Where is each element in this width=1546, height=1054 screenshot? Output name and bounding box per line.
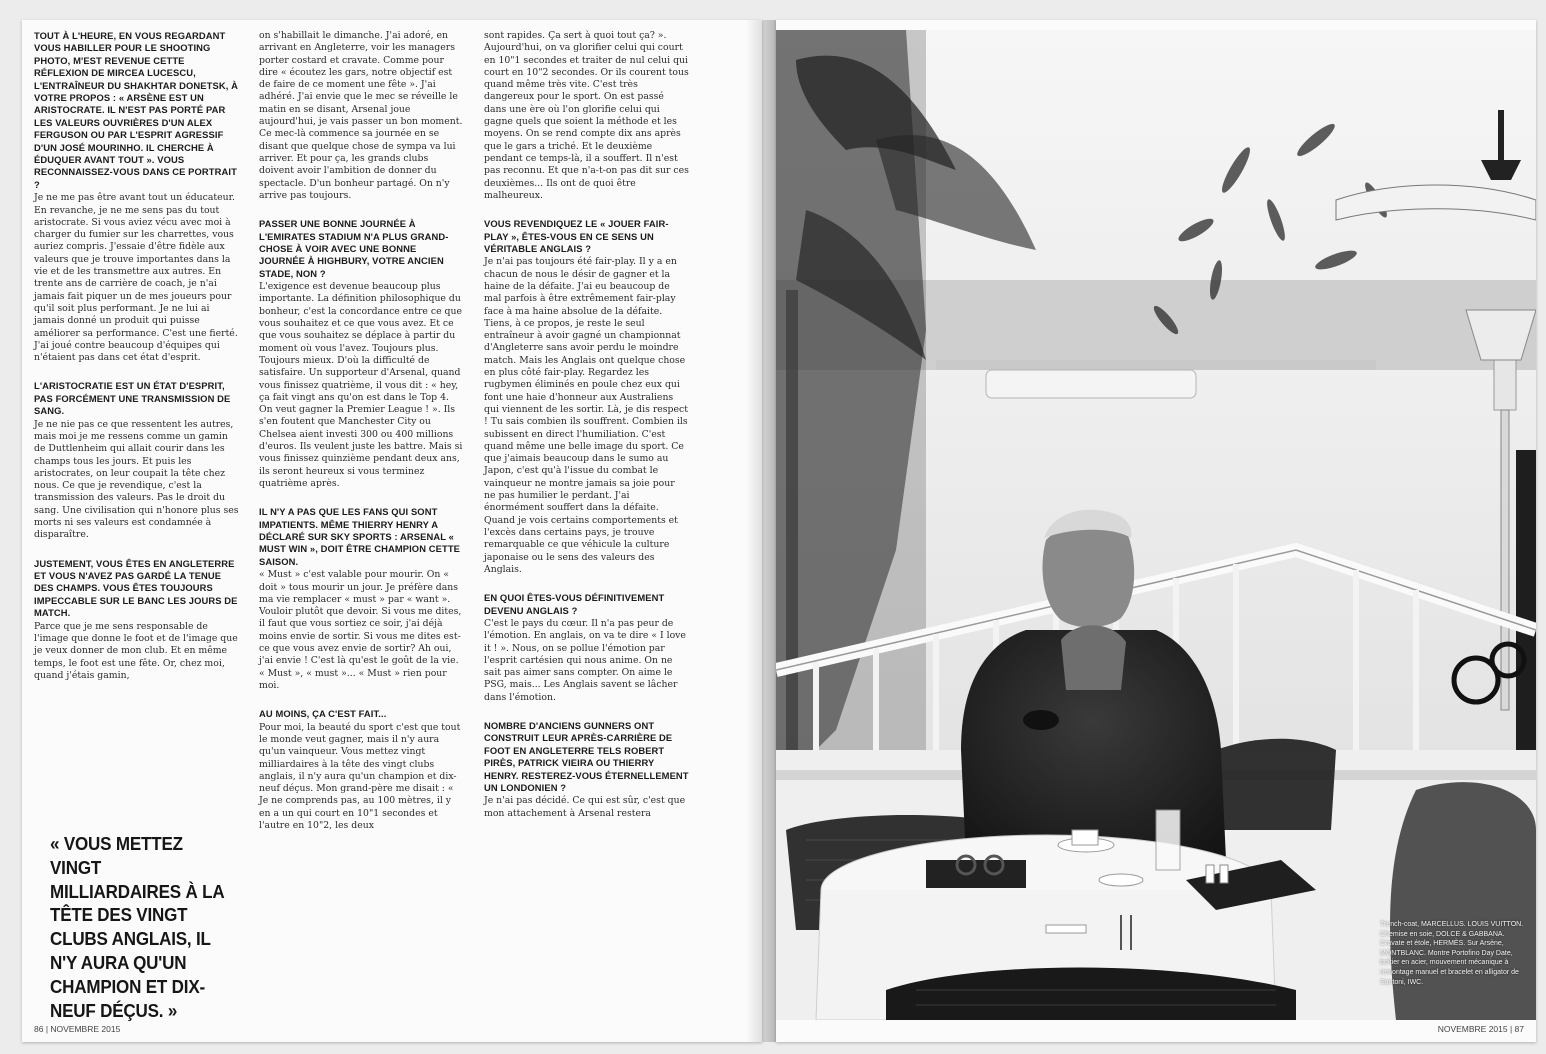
- answer: Je ne me pas être avant tout un éducateur. En revanche, je ne me sens pas du tout aristocrate. Si vous aviez vécu avec moi à charger du fumier sur les charrettes, vous auriez compris. J'essaie d'être fidèle aux valeurs que je trouve importantes dans la vie et de les transmettre aux autres. En trente ans de carrière de coach, je n'ai jamais fait piquer un de mes joueurs pour qu'il soit plus performant. Je ne lui ai jamais donné un produit qui puisse améliorer sa performance. C'est une fierté. J'ai joué contre beaucoup d'équipes qui n'étaient pas dans cet état d'esprit.: [34, 192, 238, 364]
- question: TOUT À L'HEURE, EN VOUS REGARDANT VOUS HABILLER POUR LE SHOOTING PHOTO, M'EST REVENUE CETTE RÉFLEXION DE MIRCEA LUCESCU, L'ENTRAÎNEUR DU SHAKHTAR DONETSK, À VOTRE PROPOS : « ARSÈNE EST UN ARISTOCRATE. IL N'EST PAS PORTÉ PAR LES VALEURS OUVRIÈRES D'UN ALEX FERGUSON OU PAR L'ESPRIT AGRESSIF D'UN JOSÉ MOURINHO. IL CHERCHE À ÉDUQUER AVANT TOUT ». VOUS RECONNAISSEZ-VOUS DANS CE PORTRAIT ?: [34, 30, 238, 190]
- question: L'ARISTOCRATIE EST UN ÉTAT D'ESPRIT, PAS FORCÉMENT UNE TRANSMISSION DE SANG.: [34, 380, 231, 417]
- right-page: [776, 20, 1536, 1042]
- answer: sont rapides. Ça sert à quoi tout ça? ». Aujourd'hui, on va glorifier celui qui court en 10"1 secondes et traiter de nul celui qui court en 10"2 secondes. Or ils courent tous quand même très vite. C'est très dangereux pour le sport. On est passé dans une ère où l'on glorifie celui qui gagne quels que soient la méthode et les moyens. On se rend compte dix ans après que le gars a triché. Et le deuxième pendant ce temps-là, il a souffert. Il n'est pas reconnu. Et que n'a-t-on pas dit sur ces deuxièmes... Ils ont de quoi être malheureux.: [484, 30, 689, 201]
- question: NOMBRE D'ANCIENS GUNNERS ONT CONSTRUIT LEUR APRÈS-CARRIÈRE DE FOOT EN ANGLETERRE TELS ROBERT PIRÈS, PATRICK VIEIRA OU THIERRY HENRY. RESTEREZ-VOUS ÉTERNELLEMENT UN LONDONIEN ?: [484, 719, 689, 794]
- answer: Je n'ai pas décidé. Ce qui est sûr, c'est que mon attachement à Arsenal restera: [484, 795, 686, 819]
- answer: « Must » c'est valable pour mourir. On « doit » tous mourir un jour. Je préfère dans ma vie remplacer « must » par « want ». Vouloir plutôt que devoir. Si vous me dites, il faut que vous sortiez ce soir, j'ai déjà moins envie de sortir. Si vous me dites est-ce que vous avez envie de sortir? Ah oui, j'ai envie ! C'est là qu'est le goût de la vie. « Must », « must »... « Must » rien pour moi.: [259, 569, 462, 691]
- answer: Pour moi, la beauté du sport c'est que tout le monde veut gagner, mais il n'y aura qu'un vainqueur. Vous mettez vingt milliardaires à la tête des vingt clubs anglais, il n'y aura qu'un champion et dix-neuf déçus. Mon grand-père me disait : « Je ne comprends pas, au 100 mètres, il y en a un qui court en 10"1 secondes et l'autre en 10"2, les deux: [259, 721, 461, 832]
- portrait-photo: [776, 30, 1536, 1020]
- answer: Je n'ai pas toujours été fair-play. Il y a en chacun de nous le désir de gagner et la haine de la défaite. J'ai eu beaucoup de mal parfois à être extrêmement fair-play face à ma haine absolue de la défaite. Tiens, à ce propos, je reste le seul entraîneur à avoir gagné un championnat d'Angleterre sans avoir perdu le moindre match. Mais les Anglais ont quelque chose en plus côté fair-play. Regardez les rugbymen éliminés en poule chez eux qui font une haie d'honneur aux Australiens qui viennent de les sortir. Là, je dis respect ! Tu sais combien ils souffrent. Combien ils subissent en direct l'humiliation. C'est quand même une belle image du sport. Ce que j'aimais beaucoup dans le sumo au Japon, c'est qu'à l'issue du combat le vainqueur ne montre jamais sa joie pour ne pas humilier le perdant. J'ai énormément souffert dans la défaite. Quand je vois certains comportements et l'excès dans certains pays, je trouve remarquable ce que véhicule la culture japonaise ou le sens des valeurs des Anglais.: [484, 256, 688, 575]
- photo-credits: Trench-coat, MARCELLUS. LOUIS VUITTON. Chemise en soie, DOLCE & GABBANA. Cravate et étole, HERMÈS. Sur Arsène, MONTBLANC. Montre Portofino Day Date, boîtier en acier, mouvement mécanique à remontage manuel et bracelet en alligator de Santoni, IWC.: [1380, 921, 1524, 986]
- left-page: [22, 20, 762, 1042]
- page-folio-left: 86 | NOVEMBRE 2015: [34, 1024, 121, 1034]
- binding-gutter: [746, 20, 776, 1042]
- question: IL N'Y A PAS QUE LES FANS QUI SONT IMPATIENTS. MÊME THIERRY HENRY A DÉCLARÉ SUR SKY SPORTS : ARSENAL « MUST WIN », DOIT ÊTRE CHAMPION CETTE SAISON.: [259, 506, 460, 567]
- answer: on s'habillait le dimanche. J'ai adoré, en arrivant en Angleterre, voir les managers porter costard et cravate. Comme pour dire « écoutez les gars, notre objectif est de faire de ce moment une fête ». J'ai adhéré. J'ai envie que le mec se réveille le matin en se disant, Arsenal joue aujourd'hui, je vais passer un bon moment. Ce mec-là commence sa journée en se disant que quelque chose de sympa va lui arriver. Et pour ça, les grands clubs doivent avoir l'ambition de donner du spectacle. D'un bonheur partagé. On n'y arrive pas toujours.: [259, 30, 463, 201]
- question: AU MOINS, ÇA C'EST FAIT...: [259, 708, 387, 720]
- text-column-2: [259, 30, 464, 848]
- page-folio-right: NOVEMBRE 2015 | 87: [1437, 1024, 1524, 1034]
- question: VOUS REVENDIQUEZ LE « JOUER FAIR-PLAY », ÊTES-VOUS EN CE SENS UN VÉRITABLE ANGLAIS ?: [484, 218, 669, 254]
- answer: Je ne nie pas ce que ressentent les autres, mais moi je me ressens comme un gamin de Duttlenheim qui allait courir dans les champs tous les jours. Et puis les aristocrates, on leur coupait la tête chez nous. Ce que je revendique, c'est la transmission des valeurs. Pas le droit du sang. Une civilisation qui n'honore plus ses morts ni ses valeurs est condamnée à disparaître.: [34, 418, 239, 541]
- answer: C'est le pays du cœur. Il n'a pas peur de l'émotion. En anglais, on va te dire « I love it ! ». Nous, on se pollue l'émotion par l'esprit cartésien qui nous anime. On ne sait pas aimer sans compter. On aime le PSG, mais... Les Anglais savent se lâcher dans l'émotion.: [484, 617, 686, 703]
- photo-illustration: [776, 30, 1536, 1020]
- question: PASSER UNE BONNE JOURNÉE À L'EMIRATES STADIUM N'A PLUS GRAND-CHOSE À VOIR AVEC UNE BONNE JOURNÉE À HIGHBURY, VOTRE ANCIEN STADE, NON ?: [259, 218, 449, 279]
- text-column-3: [484, 30, 689, 836]
- answer: L'exigence est devenue beaucoup plus importante. La définition philosophique du bonheur, c'est la concordance entre ce que vous souhaitez et ce que vous avez. Et ce que vous souhaitez se déplace à partir du moment où vous l'avez. Toujours plus. Toujours mieux. D'où la difficulté de satisfaire. Un supporteur d'Arsenal, quand vous finissez quatrième, il vous dit : « hey, ça fait vingt ans qu'on est dans le Top 4. On veut gagner la Premier League ! ». Ils s'en foutent que Manchester City ou Chelsea aient investi 300 ou 400 millions d'euros. Ils veulent juste les battre. Mais si vous finissez quinzième pendant deux ans, ils seront heureux si vous terminez quatrième après.: [259, 281, 463, 489]
- answer: Parce que je me sens responsable de l'image que donne le foot et de l'image que je veux donner de mon club. Et en même temps, le foot est une fête. Or, chez moi, quand j'étais gamin,: [34, 620, 238, 681]
- text-column-1: [34, 30, 239, 698]
- pull-quote: « VOUS METTEZ VINGT MILLIARDAIRES À LA TÊTE DES VINGT CLUBS ANGLAIS, IL N'Y AURA QU'UN CHAMPION ET DIX-NEUF DÉÇUS. »: [50, 833, 224, 1021]
- question: EN QUOI ÊTES-VOUS DÉFINITIVEMENT DEVENU ANGLAIS ?: [484, 592, 665, 616]
- question: JUSTEMENT, VOUS ÊTES EN ANGLETERRE ET VOUS N'AVEZ PAS GARDÉ LA TENUE DES CHAMPS. VOUS ÊTES TOUJOURS IMPECCABLE SUR LE BANC LES JOURS DE MATCH.: [34, 557, 238, 619]
